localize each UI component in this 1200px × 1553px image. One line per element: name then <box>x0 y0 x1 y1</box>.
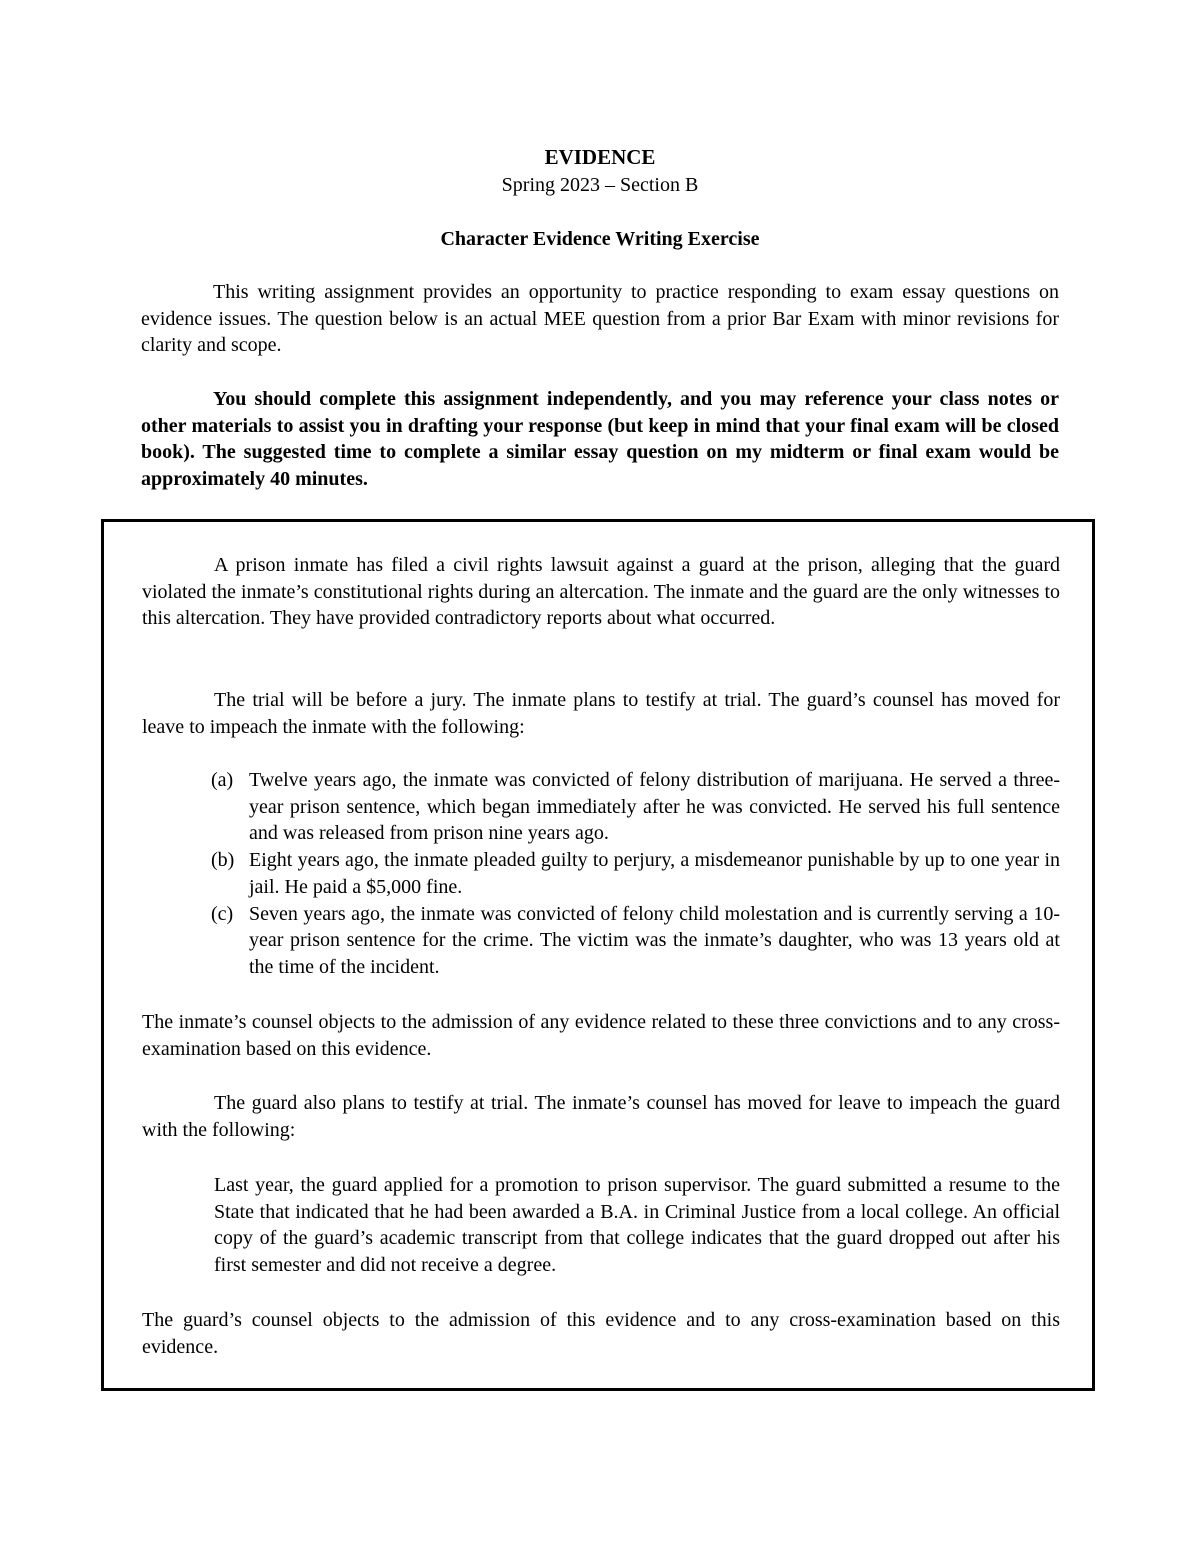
document-title: EVIDENCE <box>544 145 656 169</box>
list-item-text: Twelve years ago, the inmate was convicted of felony distribution of marijuana. He served a three-year prison sentence, which began immediately after he was convicted. He served his full sentence and was released from prison nine years ago. <box>249 769 1060 845</box>
instructions-paragraph: You should complete this assignment independently, and you may reference your class notes or other materials to assist you in drafting your response (but keep in mind that your final exam will be closed book). The suggested time to complete a similar essay question on my midterm or final exam would be approximately 40 minutes. <box>141 388 1059 491</box>
intro-paragraph: This writing assignment provides an opportunity to practice responding to exam essay questions on evidence issues. The question below is an actual MEE question from a prior Bar Exam with minor revisions for clarity and scope. <box>141 281 1059 357</box>
guard-impeachment-block: Last year, the guard applied for a promotion to prison supervisor. The guard submitted a resume to the State that indicated that he had been awarded a B.A. in Criminal Justice from a local college. An official copy of the guard’s academic transcript from that college indicates that the guard dropped out after his first semester and did not receive a degree. <box>214 1174 1060 1277</box>
list-item <box>211 847 1060 900</box>
course-section: Spring 2023 – Section B <box>501 174 699 196</box>
list-item <box>211 901 1060 981</box>
list-item-text: Eight years ago, the inmate pleaded guilty to perjury, a misdemeanor punishable by up to one year in jail. He paid a $5,000 fine. <box>249 849 1060 898</box>
conviction-list <box>211 767 1060 981</box>
list-marker: (a) <box>211 769 234 791</box>
list-item-text: Seven years ago, the inmate was convicted of felony child molestation and is currently serving a 10-year prison sentence for the crime. The victim was the inmate’s daughter, who was 13 years old at the time of the incident. <box>249 902 1060 978</box>
exercise-title: Character Evidence Writing Exercise <box>440 228 760 250</box>
question-paragraph-4: The guard also plans to testify at trial. The inmate’s counsel has moved for leave to impeach the guard with the following: <box>142 1092 1060 1141</box>
list-item <box>211 767 1060 847</box>
question-paragraph-3: The inmate’s counsel objects to the admission of any evidence related to these three convictions and to any cross-examination based on this evidence. <box>142 1011 1060 1060</box>
list-marker: (c) <box>211 902 234 925</box>
question-paragraph-1: A prison inmate has filed a civil rights lawsuit against a guard at the prison, alleging that the guard violated the inmate’s constitutional rights during an altercation. The inmate and the guard are the only witnesses to this altercation. They have provided contradictory reports about what occurred. <box>142 554 1060 630</box>
list-marker: (b) <box>211 849 235 872</box>
question-paragraph-5: The guard’s counsel objects to the admission of this evidence and to any cross-examination based on this evidence. <box>142 1309 1060 1358</box>
question-paragraph-2: The trial will be before a jury. The inmate plans to testify at trial. The guard’s counsel has moved for leave to impeach the inmate with the following: <box>142 689 1060 738</box>
question-box <box>101 519 1095 1391</box>
